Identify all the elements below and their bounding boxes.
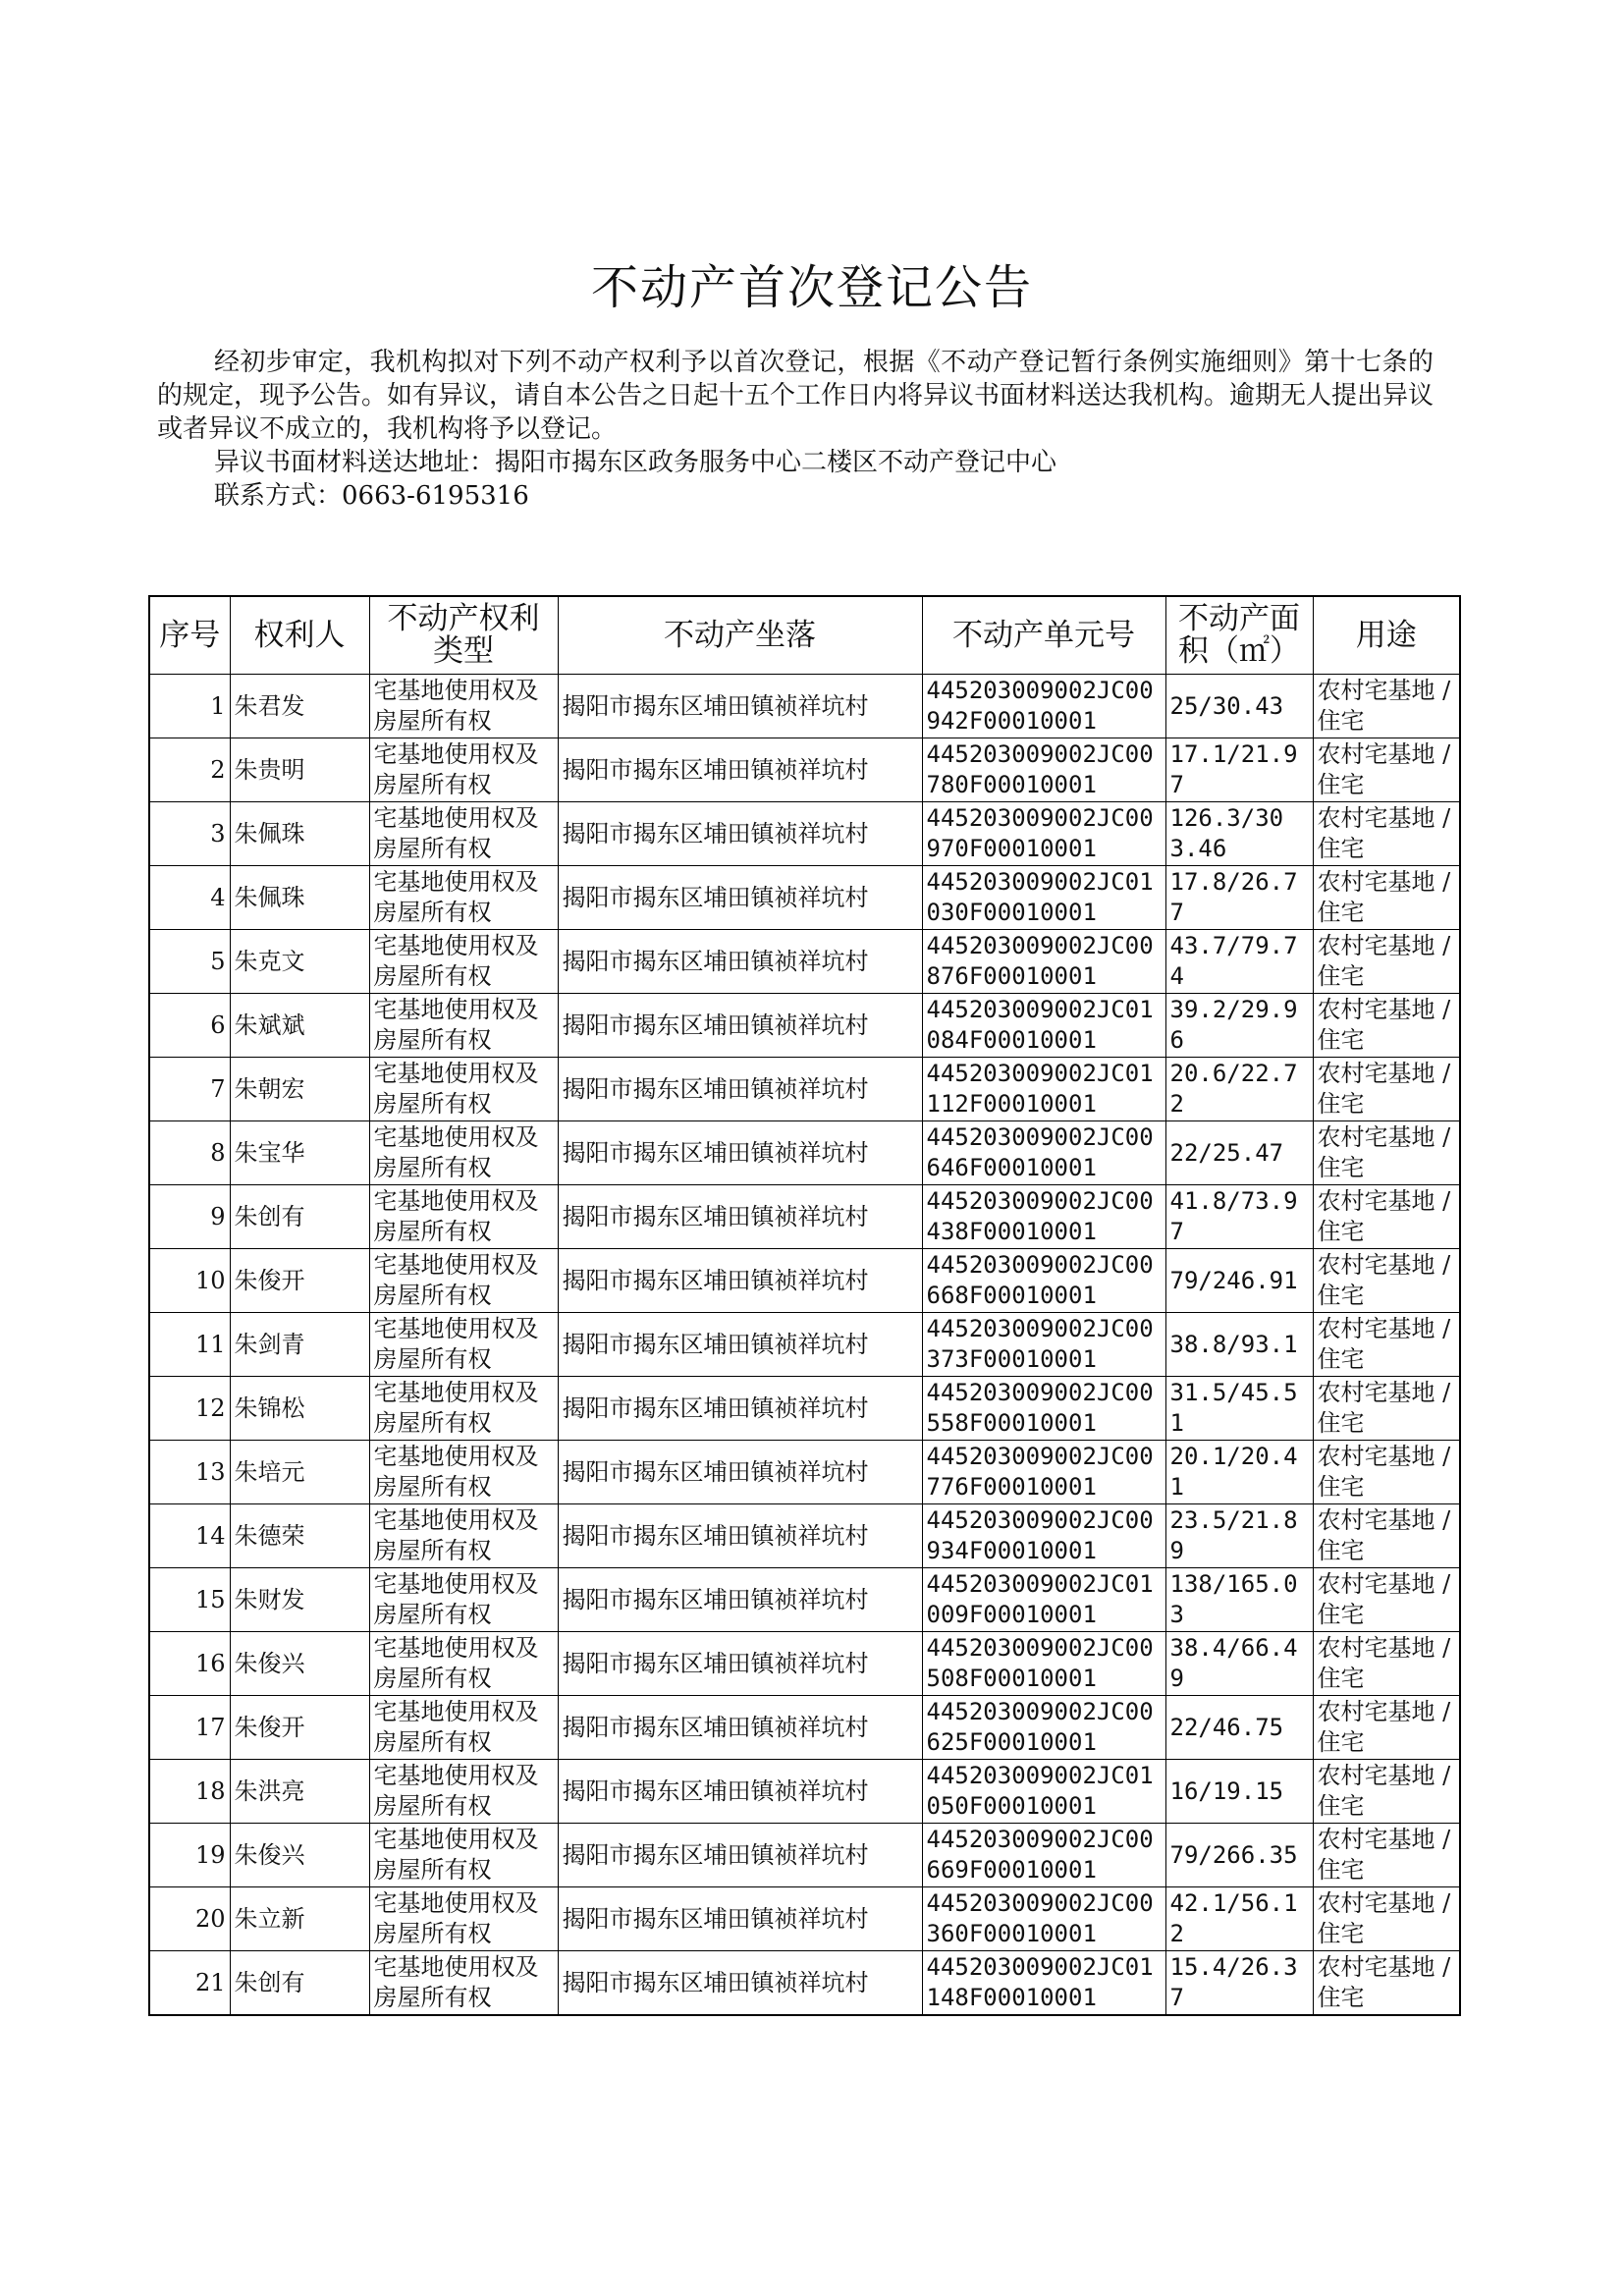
cell-holder: 朱俊兴 xyxy=(230,1824,369,1887)
cell-right-type: 宅基地使用权及房屋所有权 xyxy=(369,1696,558,1760)
notice-intro xyxy=(157,346,1434,513)
cell-holder: 朱洪亮 xyxy=(230,1760,369,1824)
cell-right-type: 宅基地使用权及房屋所有权 xyxy=(369,802,558,866)
cell-usage: 农村宅基地 / 住宅 xyxy=(1313,1121,1460,1185)
table-body xyxy=(149,675,1460,2016)
cell-right-type: 宅基地使用权及房屋所有权 xyxy=(369,1377,558,1441)
cell-location: 揭阳市揭东区埔田镇祯祥坑村 xyxy=(558,1760,922,1824)
cell-unit-number: 445203009002JC00508F00010001 xyxy=(922,1632,1165,1696)
cell-right-type: 宅基地使用权及房屋所有权 xyxy=(369,1121,558,1185)
cell-area: 20.6/22.72 xyxy=(1165,1058,1313,1121)
header-right-type: 不动产权利类型 xyxy=(369,596,558,675)
cell-index: 19 xyxy=(149,1824,230,1887)
cell-location: 揭阳市揭东区埔田镇祯祥坑村 xyxy=(558,1313,922,1377)
cell-location: 揭阳市揭东区埔田镇祯祥坑村 xyxy=(558,930,922,994)
cell-holder: 朱创有 xyxy=(230,1951,369,2016)
cell-location: 揭阳市揭东区埔田镇祯祥坑村 xyxy=(558,1121,922,1185)
cell-location: 揭阳市揭东区埔田镇祯祥坑村 xyxy=(558,1377,922,1441)
cell-holder: 朱贵明 xyxy=(230,738,369,802)
cell-holder: 朱锦松 xyxy=(230,1377,369,1441)
cell-area: 41.8/73.97 xyxy=(1165,1185,1313,1249)
cell-right-type: 宅基地使用权及房屋所有权 xyxy=(369,1632,558,1696)
cell-area: 17.1/21.97 xyxy=(1165,738,1313,802)
header-unit-number: 不动产单元号 xyxy=(922,596,1165,675)
table-row xyxy=(149,1377,1460,1441)
cell-usage: 农村宅基地 / 住宅 xyxy=(1313,1313,1460,1377)
header-usage: 用途 xyxy=(1313,596,1460,675)
cell-unit-number: 445203009002JC00934F00010001 xyxy=(922,1504,1165,1568)
cell-usage: 农村宅基地 / 住宅 xyxy=(1313,1185,1460,1249)
cell-index: 15 xyxy=(149,1568,230,1632)
notice-paragraph: 经初步审定，我机构拟对下列不动产权利予以首次登记，根据《不动产登记暂行条例实施细则》第十七条的的规定，现予公告。如有异议，请自本公告之日起十五个工作日内将异议书面材料送达我机构。逾期无人提出异议或者异议不成立的，我机构将予以登记。 xyxy=(157,348,1435,444)
cell-index: 16 xyxy=(149,1632,230,1696)
cell-unit-number: 445203009002JC00438F00010001 xyxy=(922,1185,1165,1249)
cell-location: 揭阳市揭东区埔田镇祯祥坑村 xyxy=(558,802,922,866)
cell-unit-number: 445203009002JC01084F00010001 xyxy=(922,994,1165,1058)
table-row xyxy=(149,802,1460,866)
cell-usage: 农村宅基地 / 住宅 xyxy=(1313,1504,1460,1568)
table-row xyxy=(149,1058,1460,1121)
table-row xyxy=(149,1951,1460,2016)
cell-unit-number: 445203009002JC01112F00010001 xyxy=(922,1058,1165,1121)
cell-usage: 农村宅基地 / 住宅 xyxy=(1313,1951,1460,2016)
header-location: 不动产坐落 xyxy=(558,596,922,675)
cell-right-type: 宅基地使用权及房屋所有权 xyxy=(369,1313,558,1377)
cell-area: 17.8/26.77 xyxy=(1165,866,1313,930)
cell-location: 揭阳市揭东区埔田镇祯祥坑村 xyxy=(558,1696,922,1760)
cell-area: 31.5/45.51 xyxy=(1165,1377,1313,1441)
table-row xyxy=(149,1249,1460,1313)
cell-right-type: 宅基地使用权及房屋所有权 xyxy=(369,866,558,930)
cell-right-type: 宅基地使用权及房屋所有权 xyxy=(369,994,558,1058)
cell-location: 揭阳市揭东区埔田镇祯祥坑村 xyxy=(558,1887,922,1951)
cell-area: 23.5/21.89 xyxy=(1165,1504,1313,1568)
cell-unit-number: 445203009002JC01030F00010001 xyxy=(922,866,1165,930)
cell-area: 39.2/29.96 xyxy=(1165,994,1313,1058)
table-row xyxy=(149,1632,1460,1696)
cell-holder: 朱朝宏 xyxy=(230,1058,369,1121)
cell-location: 揭阳市揭东区埔田镇祯祥坑村 xyxy=(558,1504,922,1568)
table-row xyxy=(149,1504,1460,1568)
table-row xyxy=(149,1441,1460,1504)
table-row xyxy=(149,1313,1460,1377)
cell-index: 9 xyxy=(149,1185,230,1249)
cell-location: 揭阳市揭东区埔田镇祯祥坑村 xyxy=(558,1951,922,2016)
cell-area: 138/165.03 xyxy=(1165,1568,1313,1632)
cell-holder: 朱德荣 xyxy=(230,1504,369,1568)
cell-area: 25/30.43 xyxy=(1165,675,1313,738)
table-row xyxy=(149,1760,1460,1824)
cell-usage: 农村宅基地 / 住宅 xyxy=(1313,738,1460,802)
cell-holder: 朱财发 xyxy=(230,1568,369,1632)
cell-index: 12 xyxy=(149,1377,230,1441)
cell-area: 43.7/79.74 xyxy=(1165,930,1313,994)
cell-usage: 农村宅基地 / 住宅 xyxy=(1313,1824,1460,1887)
cell-index: 6 xyxy=(149,994,230,1058)
registration-table xyxy=(148,595,1461,2016)
cell-index: 5 xyxy=(149,930,230,994)
cell-holder: 朱俊开 xyxy=(230,1249,369,1313)
cell-holder: 朱立新 xyxy=(230,1887,369,1951)
cell-index: 7 xyxy=(149,1058,230,1121)
cell-usage: 农村宅基地 / 住宅 xyxy=(1313,1249,1460,1313)
table-row xyxy=(149,994,1460,1058)
table-header-row xyxy=(149,596,1460,675)
cell-location: 揭阳市揭东区埔田镇祯祥坑村 xyxy=(558,738,922,802)
cell-location: 揭阳市揭东区埔田镇祯祥坑村 xyxy=(558,1568,922,1632)
cell-right-type: 宅基地使用权及房屋所有权 xyxy=(369,1504,558,1568)
cell-location: 揭阳市揭东区埔田镇祯祥坑村 xyxy=(558,1441,922,1504)
table-row xyxy=(149,1824,1460,1887)
table-row xyxy=(149,1185,1460,1249)
cell-unit-number: 445203009002JC00360F00010001 xyxy=(922,1887,1165,1951)
cell-right-type: 宅基地使用权及房屋所有权 xyxy=(369,738,558,802)
cell-unit-number: 445203009002JC00970F00010001 xyxy=(922,802,1165,866)
cell-right-type: 宅基地使用权及房屋所有权 xyxy=(369,1058,558,1121)
cell-unit-number: 445203009002JC01009F00010001 xyxy=(922,1568,1165,1632)
cell-usage: 农村宅基地 / 住宅 xyxy=(1313,1377,1460,1441)
cell-usage: 农村宅基地 / 住宅 xyxy=(1313,1760,1460,1824)
cell-usage: 农村宅基地 / 住宅 xyxy=(1313,675,1460,738)
cell-index: 4 xyxy=(149,866,230,930)
cell-index: 20 xyxy=(149,1887,230,1951)
cell-unit-number: 445203009002JC00625F00010001 xyxy=(922,1696,1165,1760)
cell-usage: 农村宅基地 / 住宅 xyxy=(1313,1887,1460,1951)
table-row xyxy=(149,1887,1460,1951)
table-row xyxy=(149,1121,1460,1185)
cell-area: 22/25.47 xyxy=(1165,1121,1313,1185)
cell-holder: 朱俊兴 xyxy=(230,1632,369,1696)
table-row xyxy=(149,1696,1460,1760)
cell-index: 10 xyxy=(149,1249,230,1313)
cell-holder: 朱剑青 xyxy=(230,1313,369,1377)
cell-index: 8 xyxy=(149,1121,230,1185)
cell-area: 15.4/26.37 xyxy=(1165,1951,1313,2016)
cell-holder: 朱斌斌 xyxy=(230,994,369,1058)
cell-unit-number: 445203009002JC00669F00010001 xyxy=(922,1824,1165,1887)
table-row xyxy=(149,866,1460,930)
cell-area: 42.1/56.12 xyxy=(1165,1887,1313,1951)
cell-holder: 朱俊开 xyxy=(230,1696,369,1760)
cell-right-type: 宅基地使用权及房屋所有权 xyxy=(369,1249,558,1313)
cell-unit-number: 445203009002JC00942F00010001 xyxy=(922,675,1165,738)
cell-usage: 农村宅基地 / 住宅 xyxy=(1313,1568,1460,1632)
cell-area: 79/246.91 xyxy=(1165,1249,1313,1313)
cell-usage: 农村宅基地 / 住宅 xyxy=(1313,802,1460,866)
cell-location: 揭阳市揭东区埔田镇祯祥坑村 xyxy=(558,866,922,930)
cell-right-type: 宅基地使用权及房屋所有权 xyxy=(369,1887,558,1951)
cell-index: 1 xyxy=(149,675,230,738)
cell-index: 3 xyxy=(149,802,230,866)
header-area: 不动产面积（㎡） xyxy=(1165,596,1313,675)
cell-index: 17 xyxy=(149,1696,230,1760)
cell-right-type: 宅基地使用权及房屋所有权 xyxy=(369,1568,558,1632)
cell-area: 79/266.35 xyxy=(1165,1824,1313,1887)
cell-location: 揭阳市揭东区埔田镇祯祥坑村 xyxy=(558,1058,922,1121)
cell-usage: 农村宅基地 / 住宅 xyxy=(1313,866,1460,930)
table-row xyxy=(149,1568,1460,1632)
cell-right-type: 宅基地使用权及房屋所有权 xyxy=(369,1185,558,1249)
cell-right-type: 宅基地使用权及房屋所有权 xyxy=(369,1441,558,1504)
cell-right-type: 宅基地使用权及房屋所有权 xyxy=(369,930,558,994)
cell-location: 揭阳市揭东区埔田镇祯祥坑村 xyxy=(558,1185,922,1249)
cell-right-type: 宅基地使用权及房屋所有权 xyxy=(369,1951,558,2016)
cell-location: 揭阳市揭东区埔田镇祯祥坑村 xyxy=(558,1632,922,1696)
cell-holder: 朱宝华 xyxy=(230,1121,369,1185)
cell-index: 2 xyxy=(149,738,230,802)
cell-unit-number: 445203009002JC00776F00010001 xyxy=(922,1441,1165,1504)
cell-index: 14 xyxy=(149,1504,230,1568)
page-title: 不动产首次登记公告 xyxy=(590,260,1033,316)
cell-location: 揭阳市揭东区埔田镇祯祥坑村 xyxy=(558,994,922,1058)
cell-location: 揭阳市揭东区埔田镇祯祥坑村 xyxy=(558,1249,922,1313)
cell-unit-number: 445203009002JC00780F00010001 xyxy=(922,738,1165,802)
cell-usage: 农村宅基地 / 住宅 xyxy=(1313,1696,1460,1760)
cell-right-type: 宅基地使用权及房屋所有权 xyxy=(369,675,558,738)
cell-area: 20.1/20.41 xyxy=(1165,1441,1313,1504)
cell-location: 揭阳市揭东区埔田镇祯祥坑村 xyxy=(558,675,922,738)
cell-unit-number: 445203009002JC00646F00010001 xyxy=(922,1121,1165,1185)
cell-area: 22/46.75 xyxy=(1165,1696,1313,1760)
header-index: 序号 xyxy=(149,596,230,675)
cell-unit-number: 445203009002JC00373F00010001 xyxy=(922,1313,1165,1377)
cell-holder: 朱克文 xyxy=(230,930,369,994)
cell-index: 21 xyxy=(149,1951,230,2016)
cell-index: 11 xyxy=(149,1313,230,1377)
cell-location: 揭阳市揭东区埔田镇祯祥坑村 xyxy=(558,1824,922,1887)
cell-index: 13 xyxy=(149,1441,230,1504)
cell-usage: 农村宅基地 / 住宅 xyxy=(1313,1441,1460,1504)
cell-usage: 农村宅基地 / 住宅 xyxy=(1313,1058,1460,1121)
cell-holder: 朱君发 xyxy=(230,675,369,738)
cell-index: 18 xyxy=(149,1760,230,1824)
objection-address: 异议书面材料送达地址：揭阳市揭东区政务服务中心二楼区不动产登记中心 xyxy=(214,448,1057,477)
cell-holder: 朱培元 xyxy=(230,1441,369,1504)
cell-right-type: 宅基地使用权及房屋所有权 xyxy=(369,1824,558,1887)
cell-unit-number: 445203009002JC01148F00010001 xyxy=(922,1951,1165,2016)
header-holder: 权利人 xyxy=(230,596,369,675)
cell-holder: 朱创有 xyxy=(230,1185,369,1249)
cell-usage: 农村宅基地 / 住宅 xyxy=(1313,1632,1460,1696)
cell-holder: 朱佩珠 xyxy=(230,802,369,866)
cell-area: 38.8/93.1 xyxy=(1165,1313,1313,1377)
cell-unit-number: 445203009002JC01050F00010001 xyxy=(922,1760,1165,1824)
table-row xyxy=(149,738,1460,802)
cell-unit-number: 445203009002JC00668F00010001 xyxy=(922,1249,1165,1313)
contact-info: 联系方式：0663-6195316 xyxy=(214,481,529,511)
cell-usage: 农村宅基地 / 住宅 xyxy=(1313,930,1460,994)
cell-area: 16/19.15 xyxy=(1165,1760,1313,1824)
cell-unit-number: 445203009002JC00558F00010001 xyxy=(922,1377,1165,1441)
cell-unit-number: 445203009002JC00876F00010001 xyxy=(922,930,1165,994)
cell-holder: 朱佩珠 xyxy=(230,866,369,930)
cell-usage: 农村宅基地 / 住宅 xyxy=(1313,994,1460,1058)
table-row xyxy=(149,930,1460,994)
cell-area: 126.3/303.46 xyxy=(1165,802,1313,866)
table-row xyxy=(149,675,1460,738)
cell-right-type: 宅基地使用权及房屋所有权 xyxy=(369,1760,558,1824)
cell-area: 38.4/66.49 xyxy=(1165,1632,1313,1696)
